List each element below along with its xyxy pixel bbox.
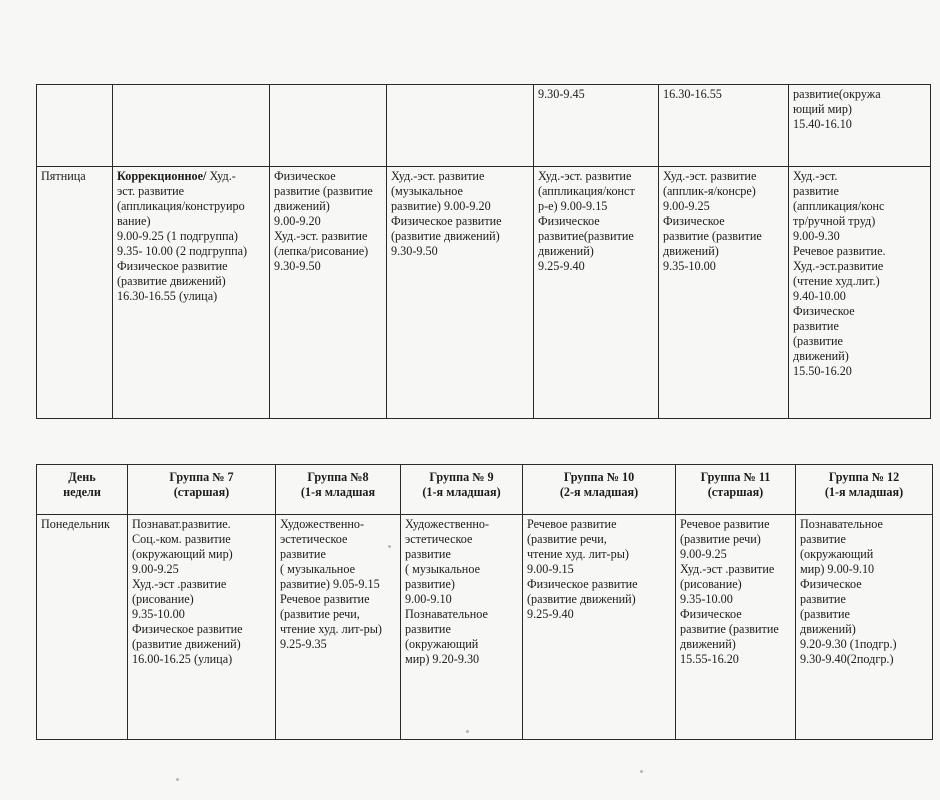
schedule-table-top <box>36 84 931 419</box>
column-header: Группа № 11 (старшая) <box>676 465 796 515</box>
table-cell: Худ.-эст. развитие (апплик-я/консрe) 9.00-9.25 Физическое развитие (развитие движений) 9.35-10.00 <box>659 167 789 419</box>
table-cell: 9.30-9.45 <box>534 85 659 167</box>
column-header: День недели <box>37 465 128 515</box>
column-header: Группа № 10 (2-я младшая) <box>523 465 676 515</box>
table-cell: развитие(окружа ющий мир) 15.40-16.10 <box>789 85 931 167</box>
day-cell: Пятница <box>37 167 113 419</box>
table-cell: Речевое развитие (развитие речи, чтение худ. лит-ры) 9.00-9.15 Физическое развитие (развитие движений) 9.25-9.40 <box>523 515 676 740</box>
table-cell <box>270 85 387 167</box>
cell-text: Худ.- эст. развитие (аппликация/конструиро вание) 9.00-9.25 (1 подгруппа) 9.35- 10.00 (2 подгруппа) Физическое развитие (развитие движений) 16.30-16.55 (улица) <box>117 169 248 303</box>
table-cell: Физическое развитие (развитие движений) 9.00-9.20 Худ.-эст. развитие (лепка/рисование) 9.30-9.50 <box>270 167 387 419</box>
table-row <box>37 85 931 167</box>
table-cell: Худ.-эст. развитие (аппликация/конст р-е) 9.00-9.15 Физическое развитие(развитие движений) 9.25-9.40 <box>534 167 659 419</box>
table-header-row <box>37 465 933 515</box>
table-cell: Художественно- эстетическое развитие ( музыкальное развитие) 9.00-9.10 Познавательное развитие (окружающий мир) 9.20-9.30 <box>401 515 523 740</box>
column-header: Группа №8 (1-я младшая <box>276 465 401 515</box>
scan-speck <box>640 770 643 773</box>
table-cell: Художественно- эстетическое развитие ( музыкальное развитие) 9.05-9.15 Речевое развитие (развитие речи, чтение худ. лит-ры) 9.25-9.35 <box>276 515 401 740</box>
day-cell: Понедельник <box>37 515 128 740</box>
table-row <box>37 515 933 740</box>
column-header: Группа № 7 (старшая) <box>128 465 276 515</box>
table-cell: Познават.развитие. Соц.-ком. развитие (окружающий мир) 9.00-9.25 Худ.-эст .развитие (рисование) 9.35-10.00 Физическое развитие (развитие движений) 16.00-16.25 (улица) <box>128 515 276 740</box>
bold-label: Коррекционное/ <box>117 169 207 183</box>
table-cell <box>113 85 270 167</box>
column-header: Группа № 9 (1-я младшая) <box>401 465 523 515</box>
table-cell: Познавательное развитие (окружающий мир) 9.00-9.10 Физическое развитие (развитие движений) 9.20-9.30 (1подгр.) 9.30-9.40(2подгр.) <box>796 515 933 740</box>
schedule-table-bottom <box>36 464 933 740</box>
table-cell: Худ.-эст. развитие (музыкальное развитие) 9.00-9.20 Физическое развитие (развитие движений) 9.30-9.50 <box>387 167 534 419</box>
day-cell <box>37 85 113 167</box>
scan-speck <box>176 778 179 781</box>
table-row <box>37 167 931 419</box>
table-cell <box>387 85 534 167</box>
table-cell: Худ.-эст. развитие (аппликация/конс тр/ручной труд) 9.00-9.30 Речевое развитие. Худ.-эст.развитие (чтение худ.лит.) 9.40-10.00 Физическое развитие (развитие движений) 15.50-16.20 <box>789 167 931 419</box>
table-cell <box>113 167 270 419</box>
scan-speck <box>466 730 469 733</box>
column-header: Группа № 12 (1-я младшая) <box>796 465 933 515</box>
scan-speck <box>388 545 391 548</box>
table-cell: Речевое развитие (развитие речи) 9.00-9.25 Худ.-эст .развитие (рисование) 9.35-10.00 Физическое развитие (развитие движений) 15.55-16.20 <box>676 515 796 740</box>
table-cell: 16.30-16.55 <box>659 85 789 167</box>
